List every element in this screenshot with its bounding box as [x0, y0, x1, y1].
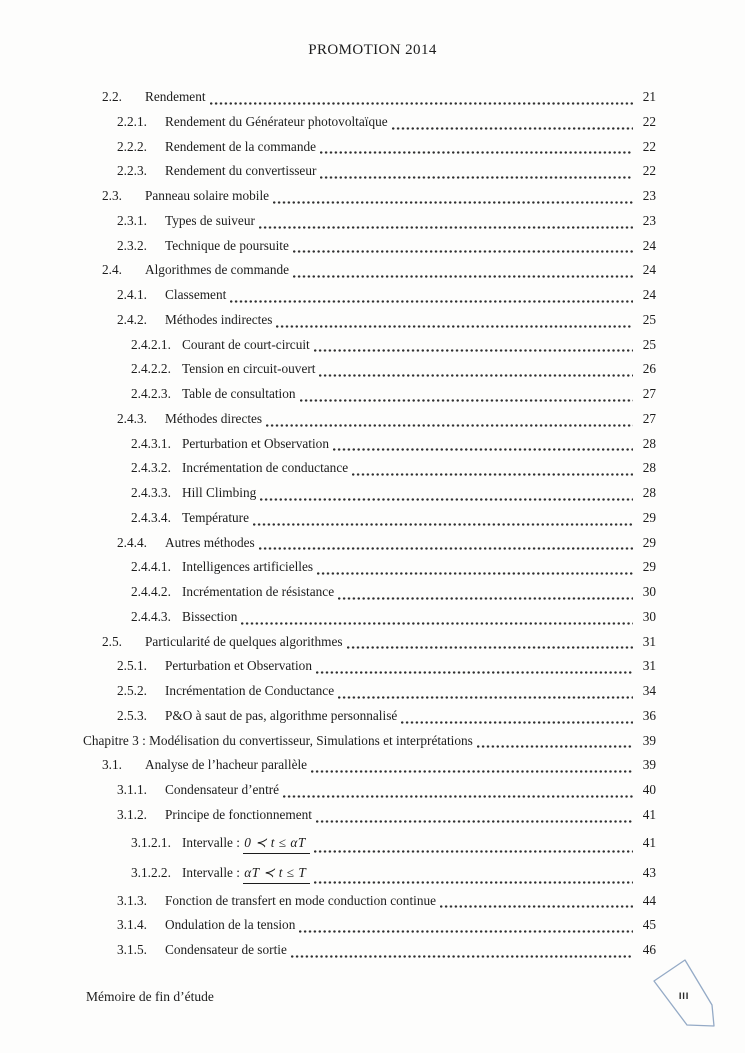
- dot-leader: [241, 622, 633, 625]
- toc-entry[interactable]: [117, 135, 656, 160]
- toc-entry-label: Panneau solaire mobile: [145, 188, 270, 203]
- toc-page-number: 22: [642, 113, 656, 129]
- toc-page-number: 45: [642, 917, 656, 933]
- toc-entry[interactable]: [131, 456, 656, 481]
- dot-leader: [300, 399, 633, 402]
- toc-page-number: 22: [642, 163, 656, 179]
- toc-entry-number: 2.4.3.3.: [131, 485, 171, 500]
- toc-page-number: 22: [642, 138, 656, 154]
- toc-entry-label: Méthodes indirectes: [165, 311, 273, 327]
- toc-page-number: 24: [642, 262, 656, 278]
- toc-entry[interactable]: [117, 283, 656, 308]
- dot-leader: [333, 448, 633, 451]
- toc-page-number: 21: [642, 89, 656, 104]
- toc-entry-number: 2.2.3.: [117, 163, 147, 179]
- toc-entry-label: Perturbation et Observation: [165, 658, 312, 674]
- toc-entry[interactable]: [117, 159, 656, 184]
- dot-leader: [210, 102, 633, 105]
- toc-page-number: 39: [642, 732, 656, 748]
- toc-entry-label: Température: [182, 509, 249, 525]
- toc-page-number: 36: [642, 707, 656, 723]
- toc-page-number: 40: [642, 782, 656, 797]
- toc-page-number: 39: [642, 757, 656, 773]
- dot-leader: [283, 795, 633, 798]
- page-header-title: PROMOTION 2014: [308, 42, 437, 58]
- toc-entry[interactable]: [117, 308, 656, 333]
- toc-entry[interactable]: [117, 704, 656, 729]
- toc-page-number: 28: [642, 435, 656, 451]
- table-of-contents: [83, 85, 656, 963]
- toc-entry-number: 2.2.: [102, 89, 122, 104]
- toc-entry-number: 2.3.1.: [117, 212, 147, 228]
- toc-entry-label: Particularité de quelques algorithmes: [145, 633, 343, 649]
- dot-leader: [259, 547, 633, 550]
- toc-entry-formula: 0 ≺ t ≤ αT: [243, 835, 309, 854]
- toc-entry-label: Courant de court-circuit: [182, 336, 310, 352]
- dot-leader: [273, 201, 633, 204]
- toc-entry-label: Technique de poursuite: [165, 237, 289, 253]
- toc-entry[interactable]: [131, 432, 656, 457]
- toc-entry-label: Rendement de la commande: [165, 138, 317, 154]
- toc-entry-number: 2.5.1.: [117, 658, 147, 674]
- toc-entry-label: Table de consultation: [182, 386, 296, 401]
- toc-entry-number: 2.3.: [102, 188, 122, 203]
- toc-page-number: 27: [642, 410, 656, 426]
- toc-entry[interactable]: [131, 828, 656, 859]
- dot-leader: [316, 820, 633, 823]
- dot-leader: [311, 770, 633, 773]
- toc-entry[interactable]: [102, 85, 656, 110]
- toc-page-number: 24: [642, 237, 656, 253]
- toc-entry[interactable]: [117, 938, 656, 963]
- toc-entry-label: Algorithmes de commande: [145, 262, 290, 278]
- toc-entry-label: Bissection: [182, 608, 238, 624]
- toc-page-number: 28: [642, 485, 656, 500]
- toc-entry[interactable]: [102, 753, 656, 778]
- toc-entry-number: 2.4.: [102, 262, 122, 278]
- toc-entry[interactable]: [131, 333, 656, 358]
- dot-leader: [319, 374, 633, 377]
- dot-leader: [314, 349, 633, 352]
- toc-entry-label: Chapitre 3 : Modélisation du convertisseur, Simulations et interprétations: [83, 732, 473, 748]
- dot-leader: [316, 671, 633, 674]
- toc-entry[interactable]: [131, 555, 656, 580]
- toc-page-number: 29: [642, 534, 656, 550]
- toc-entry[interactable]: [131, 382, 656, 407]
- toc-entry[interactable]: [117, 407, 656, 432]
- toc-entry-number: 2.2.1.: [117, 113, 147, 129]
- toc-entry-number: 2.2.2.: [117, 138, 147, 154]
- toc-page-number: 28: [642, 460, 656, 476]
- toc-entry[interactable]: [117, 889, 656, 914]
- toc-entry-number: 2.4.2.3.: [131, 386, 171, 401]
- dot-leader: [314, 881, 633, 884]
- toc-entry[interactable]: [131, 605, 656, 630]
- toc-entry-number: 2.4.1.: [117, 287, 147, 302]
- toc-entry-label: Intervalle : 0 ≺ t ≤ αT: [182, 831, 310, 856]
- toc-entry-label: Incrémentation de Conductance: [165, 683, 335, 698]
- toc-entry-label: Classement: [165, 287, 227, 302]
- toc-entry-label: Condensateur de sortie: [165, 942, 287, 957]
- dot-leader: [293, 275, 633, 278]
- toc-entry-number: 2.5.3.: [117, 707, 147, 723]
- dot-leader: [338, 696, 633, 699]
- dot-leader: [299, 930, 633, 933]
- toc-entry[interactable]: [117, 778, 656, 803]
- toc-entry-number: 2.4.4.: [117, 534, 147, 550]
- dot-leader: [314, 850, 633, 853]
- toc-entry[interactable]: [117, 234, 656, 259]
- toc-page-number: 25: [642, 336, 656, 352]
- toc-page-number: 24: [642, 287, 656, 302]
- toc-entry[interactable]: [117, 654, 656, 679]
- toc-entry-label: Principe de fonctionnement: [165, 806, 312, 822]
- toc-entry-number: 3.1.5.: [117, 942, 147, 957]
- toc-entry-number: 2.4.2.1.: [131, 336, 171, 352]
- toc-entry-number: 3.1.: [102, 757, 122, 773]
- dot-leader: [477, 745, 633, 748]
- toc-page-number: 26: [642, 361, 656, 377]
- toc-entry-label: Rendement du Générateur photovoltaïque: [165, 113, 388, 129]
- toc-entry-number: 2.4.2.2.: [131, 361, 171, 377]
- toc-entry-number: 2.4.4.2.: [131, 584, 171, 599]
- toc-entry[interactable]: [102, 258, 656, 283]
- toc-entry-number: 2.4.2.: [117, 311, 147, 327]
- toc-entry-label: Tension en circuit-ouvert: [182, 361, 316, 377]
- dot-leader: [230, 300, 633, 303]
- toc-page-number: 34: [642, 683, 656, 698]
- toc-entry[interactable]: [131, 481, 656, 506]
- toc-page-number: 41: [642, 806, 656, 822]
- dot-leader: [266, 424, 633, 427]
- toc-entry-number: 2.3.2.: [117, 237, 147, 253]
- toc-entry-number: 3.1.1.: [117, 782, 147, 797]
- dot-leader: [291, 955, 633, 958]
- toc-page-number: 27: [642, 386, 656, 401]
- toc-entry-number: 2.5.: [102, 633, 122, 649]
- toc-entry-number: 2.4.4.1.: [131, 559, 171, 575]
- toc-entry-label: Rendement: [145, 89, 206, 104]
- page-number-label: III: [678, 991, 690, 1002]
- toc-entry-label: Rendement du convertisseur: [165, 163, 317, 179]
- toc-page-number: 29: [642, 509, 656, 525]
- toc-entry-number: 2.4.3.2.: [131, 460, 171, 476]
- dot-leader: [320, 151, 633, 154]
- toc-entry-number: 2.4.3.: [117, 410, 147, 426]
- toc-entry-number: 2.4.3.1.: [131, 435, 171, 451]
- dot-leader: [440, 905, 633, 908]
- toc-entry[interactable]: [117, 913, 656, 938]
- toc-page-number: 30: [642, 608, 656, 624]
- dot-leader: [293, 250, 633, 253]
- toc-entry[interactable]: [117, 110, 656, 135]
- toc-page-number: 29: [642, 559, 656, 575]
- dot-leader: [320, 176, 633, 179]
- toc-entry[interactable]: [83, 729, 656, 754]
- toc-entry-formula: αT ≺ t ≤ T: [243, 865, 310, 884]
- footer-document-title: Mémoire de fin d’étude: [86, 989, 214, 1004]
- toc-page-number: 30: [642, 584, 656, 599]
- dot-leader: [338, 597, 633, 600]
- toc-page-number: 31: [642, 633, 656, 649]
- toc-entry-label: Incrémentation de résistance: [182, 584, 335, 599]
- toc-entry[interactable]: [117, 209, 656, 234]
- toc-page-number: 23: [642, 188, 656, 203]
- toc-page-number: 46: [642, 942, 656, 957]
- toc-page-number: 25: [642, 311, 656, 327]
- dot-leader: [260, 498, 633, 501]
- toc-entry[interactable]: [117, 531, 656, 556]
- dot-leader: [317, 572, 633, 575]
- toc-entry-label: Ondulation de la tension: [165, 917, 296, 933]
- dot-leader: [276, 325, 633, 328]
- toc-entry-label: Fonction de transfert en mode conduction continue: [165, 892, 437, 908]
- toc-page-number: 23: [642, 212, 656, 228]
- toc-entry[interactable]: [131, 858, 656, 889]
- toc-entry-number: 3.1.2.: [117, 806, 147, 822]
- toc-entry[interactable]: [131, 506, 656, 531]
- toc-entry-number: 2.4.4.3.: [131, 608, 171, 624]
- toc-entry-label: Intervalle : αT ≺ t ≤ T: [182, 861, 310, 886]
- toc-page-number: 44: [642, 892, 656, 908]
- toc-entry-label: Intelligences artificielles: [182, 559, 314, 575]
- toc-entry[interactable]: [131, 357, 656, 382]
- toc-entry-label: Condensateur d’entré: [165, 782, 280, 797]
- dot-leader: [253, 523, 633, 526]
- toc-entry[interactable]: [117, 679, 656, 704]
- toc-entry-label: Incrémentation de conductance: [182, 460, 349, 476]
- page-number-badge: [648, 953, 720, 1033]
- toc-entry-number: 3.1.2.2.: [131, 865, 171, 880]
- toc-entry[interactable]: [117, 803, 656, 828]
- dot-leader: [347, 646, 633, 649]
- toc-entry[interactable]: [102, 630, 656, 655]
- toc-page-number: 43: [642, 865, 656, 880]
- toc-entry-number: 3.1.3.: [117, 892, 147, 908]
- toc-entry[interactable]: [102, 184, 656, 209]
- toc-entry-number: 3.1.2.1.: [131, 834, 171, 850]
- dot-leader: [392, 127, 633, 130]
- dot-leader: [401, 721, 633, 724]
- toc-entry-label: Types de suiveur: [165, 212, 255, 228]
- dot-leader: [259, 226, 633, 229]
- dot-leader: [352, 473, 633, 476]
- toc-entry-number: 3.1.4.: [117, 917, 147, 933]
- toc-entry-number: 2.4.3.4.: [131, 509, 171, 525]
- toc-entry-label: P&O à saut de pas, algorithme personnalisé: [165, 707, 398, 723]
- toc-entry-label: Analyse de l’hacheur parallèle: [145, 757, 308, 773]
- toc-entry-label: Autres méthodes: [165, 534, 255, 550]
- toc-entry[interactable]: [131, 580, 656, 605]
- toc-entry-label: Hill Climbing: [182, 485, 257, 500]
- toc-entry-label: Méthodes directes: [165, 410, 263, 426]
- toc-entry-number: 2.5.2.: [117, 683, 147, 698]
- toc-page-number: 31: [642, 658, 656, 674]
- toc-entry-label: Perturbation et Observation: [182, 435, 329, 451]
- toc-page-number: 41: [642, 834, 656, 850]
